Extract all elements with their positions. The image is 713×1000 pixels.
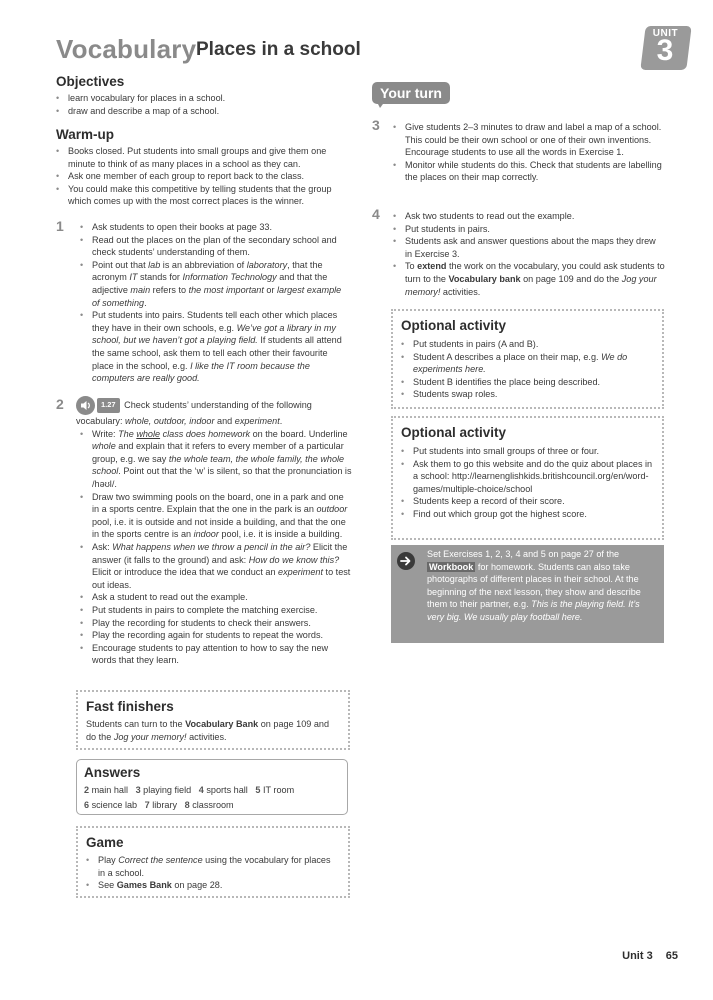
list-item: • Ask: What happens when we throw a pencil in the air? Elicit the answer (it falls to the ground) and ask: How do we know this? Elicit or introduce the idea that we conduct an experiment to test out ideas. <box>80 541 352 591</box>
list-item: • Monitor while students do this. Check that students are labelling the places on their map correctly. <box>393 159 665 184</box>
objectives-list <box>56 92 348 117</box>
list-item: • Read out the places on the plan of the secondary school and check students’ understanding of them. <box>80 234 350 259</box>
exercise-3-list <box>393 121 665 184</box>
exercise-1-list <box>80 221 350 385</box>
homework-arrow-icon <box>397 552 415 570</box>
optional-activity-2-heading: Optional activity <box>401 425 507 440</box>
warmup-list <box>56 145 348 208</box>
exercise-4-number: 4 <box>372 206 380 222</box>
list-item: • See Games Bank on page 28. <box>86 879 340 892</box>
list-item: • learn vocabulary for places in a school. <box>56 92 348 105</box>
list-item: • Students swap roles. <box>401 388 654 401</box>
exercise-2-list <box>80 428 352 667</box>
unit-badge-label: UNIT <box>652 28 679 39</box>
exercise-1-number: 1 <box>56 218 64 234</box>
unit-badge-number: 3 <box>656 34 674 67</box>
list-item: • Play the recording again for students to repeat the words. <box>80 629 352 642</box>
list-item: • Ask one member of each group to report back to the class. <box>56 170 348 183</box>
answers-line-1: 2 main hall 3 playing field 4 sports hall 5 IT room <box>84 785 295 795</box>
list-item: • Ask a student to read out the example. <box>80 591 352 604</box>
list-item: • Put students into small groups of three or four. <box>401 445 654 458</box>
optional-activity-1-heading: Optional activity <box>401 318 507 333</box>
fast-finishers-heading: Fast finishers <box>86 699 174 714</box>
exercise-3-section <box>393 121 665 184</box>
warmup-section <box>56 127 348 208</box>
homework-text: Set Exercises 1, 2, 3, 4 and 5 on page 27 of the Workbook for homework. Students can also take photographs of different places in their school. At the beginning of the next lesson, they show and describe them to their partner, e.g. This is the playing field. It’s very big. We usually play football here. <box>427 549 641 622</box>
audio-track-badge: 1.27 <box>97 398 120 413</box>
list-item: • Write: The whole class does homework on the board. Underline whole and explain that it refers to every member of a particular group, e.g. we say the whole team, the whole family, the whole school. Point out that the ‘w’ is silent, so that the pronunciation is /həʊl/. <box>80 428 352 491</box>
warmup-heading: Warm-up <box>56 127 114 142</box>
your-turn-tail <box>376 100 386 108</box>
list-item: • Books closed. Put students into small groups and give them one minute to think of as many places in a school as they can. <box>56 145 348 170</box>
page-subtitle: Places in a school <box>196 39 361 60</box>
optional-activity-2-list <box>401 445 654 521</box>
unit-badge <box>640 26 691 70</box>
list-item: • Students keep a record of their score. <box>401 495 654 508</box>
footer-page-number: 65 <box>665 950 678 962</box>
list-item: • Ask two students to read out the example. <box>393 210 665 223</box>
list-item: • Ask students to open their books at page 33. <box>80 221 350 234</box>
optional-activity-1-list <box>401 338 654 401</box>
list-item: • Play the recording for students to check their answers. <box>80 617 352 630</box>
fast-finishers-box <box>76 690 350 750</box>
game-list <box>86 854 340 892</box>
page-footer <box>622 950 678 962</box>
list-item: • Find out which group got the highest score. <box>401 508 654 521</box>
objectives-heading: Objectives <box>56 74 125 89</box>
answers-heading: Answers <box>84 765 141 780</box>
objectives-section <box>56 74 348 117</box>
exercise-4-list <box>393 210 665 298</box>
exercise-2-intro: Check students’ understanding of the following vocabulary: whole, outdoor, indoor and experiment. <box>76 399 312 426</box>
footer-unit: Unit 3 <box>622 950 653 962</box>
list-item: • Put students in pairs (A and B). <box>401 338 654 351</box>
list-item: • Point out that lab is an abbreviation of laboratory, that the acronym IT stands for Information Technology and that the adjective main refers to the most important or largest example of something. <box>80 259 350 309</box>
exercise-4-section <box>393 210 665 298</box>
audio-speaker-icon[interactable] <box>76 396 95 415</box>
exercise-3-number: 3 <box>372 117 380 133</box>
your-turn-label: Your turn <box>372 82 450 104</box>
list-item: • Students ask and answer questions about the maps they drew in Exercise 3. <box>393 235 665 260</box>
exercise-1-section <box>80 221 350 385</box>
exercise-2-number: 2 <box>56 396 64 412</box>
list-item: • Ask them to go this website and do the quiz about places in a school: http://learnenglishkids.britishcouncil.org/en/word-games/multiple-choice/school <box>401 458 654 496</box>
exercise-2-section <box>76 396 352 667</box>
list-item: • Student B identifies the place being described. <box>401 376 654 389</box>
list-item: • To extend the work on the vocabulary, you could ask students to turn to the Vocabulary bank on page 109 and do the Jog your memory! activities. <box>393 260 665 298</box>
fast-finishers-text: Students can turn to the Vocabulary Bank on page 109 and do the Jog your memory! activities. <box>86 719 330 742</box>
game-box <box>76 826 350 898</box>
page-title: Vocabulary <box>56 34 197 64</box>
answers-box <box>76 759 348 815</box>
list-item: • Put students into pairs. Students tell each other which places they have in their own schools, e.g. We’ve got a library in my school, but we haven’t got a playing field. If students all attend the same school, ask them to tell each other their favourite place in the school, e.g. I like the IT room because the computers are really good. <box>80 309 350 385</box>
list-item: • Draw two swimming pools on the board, one in a park and one in a sports centre. Explain that the one in the park is an outdoor pool, i.e. it is outside and not inside a building, and that the one in the sports centre is an indoor pool, i.e. it is inside a building. <box>80 491 352 541</box>
list-item: • Encourage students to pay attention to how to say the new words that they learn. <box>80 642 352 667</box>
optional-activity-box-2 <box>391 416 664 540</box>
game-heading: Game <box>86 835 124 850</box>
list-item: • draw and describe a map of a school. <box>56 105 348 118</box>
list-item: • Student A describes a place on their map, e.g. We do experiments here. <box>401 351 654 376</box>
list-item: • You could make this competitive by telling students that the group which comes up with the most correct places is the winner. <box>56 183 348 208</box>
answers-line-2: 6 science lab 7 library 8 classroom <box>84 799 234 810</box>
optional-activity-box-1 <box>391 309 664 409</box>
list-item: • Give students 2–3 minutes to draw and label a map of a school. This could be their own school or one of their own inventions. Encourage students to use all the words in Exercise 1. <box>393 121 665 159</box>
list-item: • Put students in pairs. <box>393 223 665 236</box>
exercise-2-intro-line <box>76 396 352 428</box>
list-item: • Put students in pairs to complete the matching exercise. <box>80 604 352 617</box>
list-item: • Play Correct the sentence using the vocabulary for places in a school. <box>86 854 340 879</box>
